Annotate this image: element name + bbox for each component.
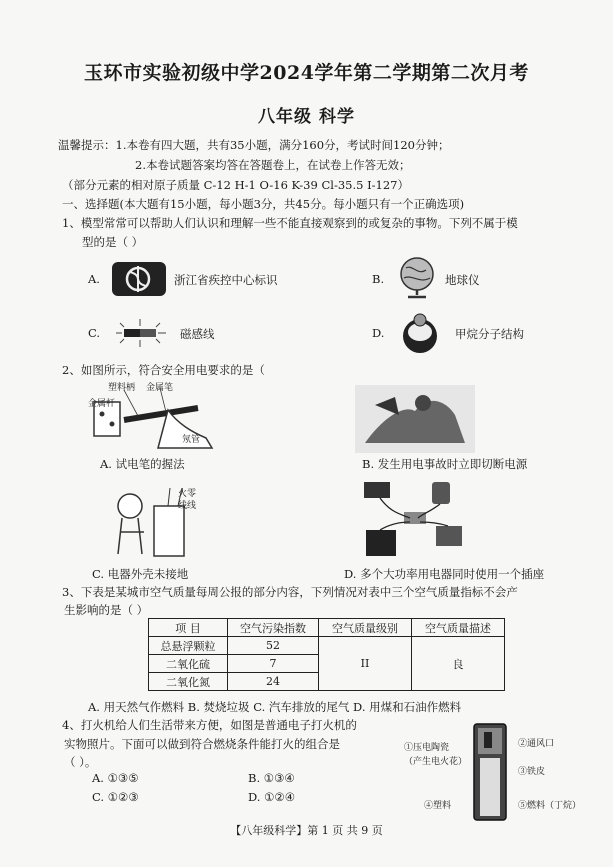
page-footer: 【八年级科学】第 1 页 共 9 页 <box>230 824 383 837</box>
lighter-label-4: ④塑料 <box>424 801 452 811</box>
q2-stem: 2、如图所示，符合安全用电要求的是（ <box>62 363 265 377</box>
q4-option-b: B. ①③④ <box>248 771 295 785</box>
q4-option-a: A. ①③⑤ <box>92 771 139 785</box>
q1-option-c-letter: C. <box>88 326 101 340</box>
notice-line-3: （部分元素的相对原子质量 C-12 H-1 O-16 K-39 Cl-35.5 I-127） <box>62 178 409 192</box>
label-metal-tip: 金属笔 <box>146 383 174 393</box>
q3-stem-1: 3、下表是某城市空气质量每周公报的部分内容，下列情况对表中三个空气质量指标不会产 <box>62 585 518 599</box>
page-subtitle: 八年级 科学 <box>258 107 355 127</box>
label-plastic-handle: 塑料柄 <box>108 383 136 393</box>
table-cell: 7 <box>228 655 319 673</box>
q1-option-a-text: 浙江省疾控中心标识 <box>174 273 278 287</box>
q1-option-a-letter: A. <box>88 272 100 286</box>
table-header-row <box>149 619 505 637</box>
q1-option-b-letter: B. <box>372 272 385 286</box>
air-quality-description: 良 <box>412 637 505 691</box>
q1-option-d-letter: D. <box>372 326 385 340</box>
table-row <box>149 637 505 655</box>
label-neon-tube: 氖管 <box>182 435 201 445</box>
q3-options: A. 用天然气作燃料 B. 焚烧垃圾 C. 汽车排放的尾气 D. 用煤和石油作燃料 <box>88 700 462 714</box>
label-fire: 火零 <box>178 489 197 499</box>
table-header-cell: 空气污染指数 <box>228 619 319 637</box>
q4-stem-2: 实物照片。下面可以做到符合燃烧条件能打火的组合是 <box>64 737 340 751</box>
q1-option-c-text: 磁感线 <box>180 327 215 341</box>
methane-molecule-image <box>396 312 444 356</box>
table-cell: 总悬浮颗粒 <box>149 637 228 655</box>
q3-stem-2: 生影响的是（ ） <box>64 603 149 617</box>
table-cell: 二氧化氮 <box>149 673 228 691</box>
disease-control-logo-image <box>110 258 170 300</box>
lighter-photo-image <box>470 722 510 822</box>
lighter-label-5: ⑤燃料（丁烷） <box>518 801 582 811</box>
notice-line-1: 温馨提示：1.本卷有四大题，共有35小题，满分160分，考试时间120分钟； <box>58 138 450 152</box>
lighter-label-3: ③铁皮 <box>518 767 546 777</box>
section-heading: 一、选择题(本大题有15小题，每小题3分，共45分。每小题只有一个正确选项) <box>62 197 465 211</box>
label-metal-rod: 金属杆 <box>88 399 116 409</box>
globe-image <box>392 254 442 300</box>
table-cell: 52 <box>228 637 319 655</box>
page-title: 玉环市实验初级中学2024学年第二学期第二次月考 <box>84 62 529 84</box>
q4-stem-1: 4、打火机给人们生活带来方便，如图是普通电子打火机的 <box>62 718 357 732</box>
q1-stem-2: 型的是（ ） <box>82 235 144 249</box>
q2-option-d: D. 多个大功率用电器同时使用一个插座 <box>344 567 545 581</box>
notice-line-2: 2.本卷试题答案均答在答题卷上，在试卷上作答无效； <box>135 158 411 172</box>
cut-power-image <box>355 385 475 453</box>
q2-option-a: A. 试电笔的握法 <box>100 457 185 471</box>
magnetic-field-lines-image <box>110 315 170 351</box>
label-wire: 线线 <box>178 501 197 511</box>
air-quality-table <box>148 618 505 691</box>
air-quality-level: II <box>319 637 412 691</box>
q2-option-b: B. 发生用电事故时立即切断电源 <box>362 457 528 471</box>
q4-option-c: C. ①②③ <box>92 790 139 804</box>
lighter-label-1b: （产生电火花） <box>404 757 468 767</box>
q1-option-d-text: 甲烷分子结构 <box>455 327 524 341</box>
table-header-cell: 空气质量描述 <box>412 619 505 637</box>
table-cell: 24 <box>228 673 319 691</box>
table-header-cell: 项 目 <box>149 619 228 637</box>
q1-stem-1: 1、模型常常可以帮助人们认识和理解一些不能直接观察到的或复杂的事物。下列不属于模 <box>62 216 518 230</box>
table-cell: 二氧化硫 <box>149 655 228 673</box>
q2-option-c: C. 电器外壳未接地 <box>92 567 189 581</box>
lighter-label-2: ②通风口 <box>518 739 555 749</box>
overloaded-socket-image <box>360 478 470 564</box>
q4-stem-3: （ ）。 <box>64 755 97 769</box>
lighter-label-1: ①压电陶瓷 <box>404 743 450 753</box>
q1-option-b-text: 地球仪 <box>445 273 480 287</box>
q4-option-d: D. ①②④ <box>248 790 296 804</box>
table-header-cell: 空气质量级别 <box>319 619 412 637</box>
